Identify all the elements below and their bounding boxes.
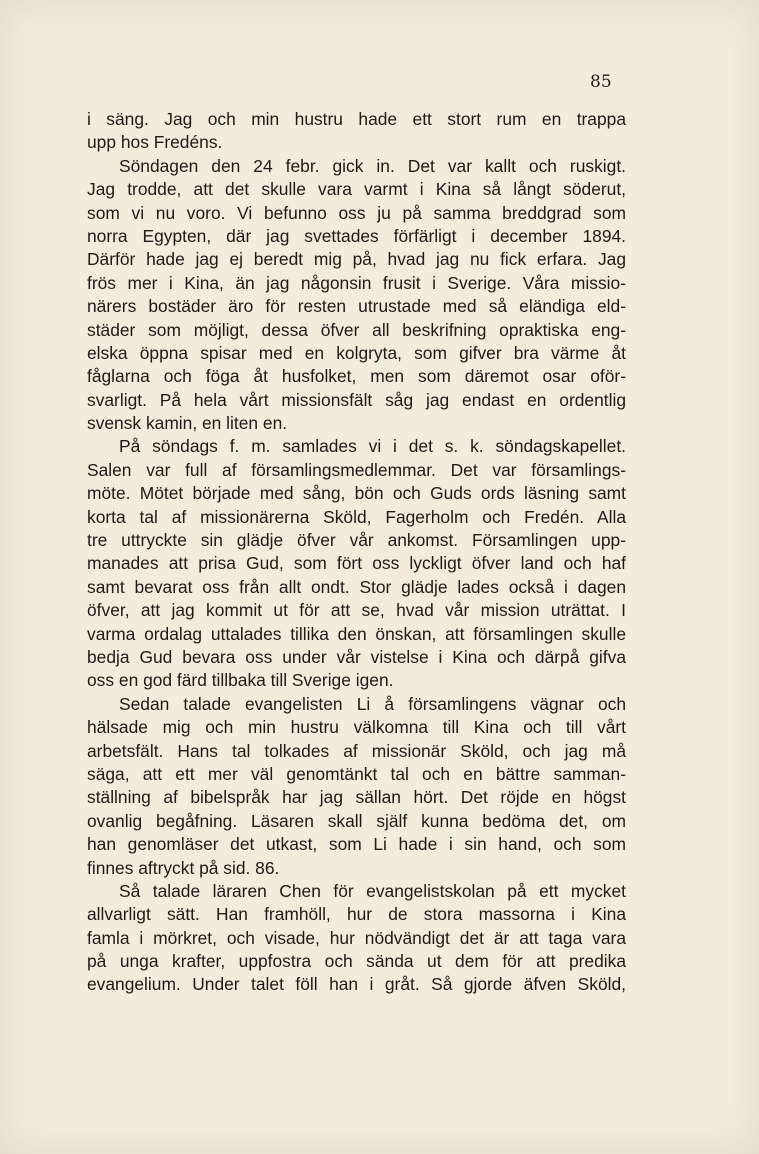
text-line: oss en god färd tillbaka till Sverige igen. — [87, 670, 394, 691]
text-line: korta tal af missionärerna Sköld, Fagerholm och Fredén. Alla — [87, 506, 626, 527]
text-line: Så talade läraren Chen för evangelistskolan på ett mycket — [119, 880, 626, 901]
text-line: På söndags f. m. samlades vi i det s. k. söndagskapellet. — [119, 436, 626, 457]
body-text — [87, 108, 626, 997]
text-line: möte. Mötet började med sång, bön och Guds ords läsning samt — [87, 483, 626, 504]
text-line: Sedan talade evangelisten Li å församlingens vägnar och — [119, 693, 626, 714]
text-line: arbetsfält. Hans tal tolkades af missionär Sköld, och jag må — [87, 740, 626, 761]
text-line: säga, att ett mer väl genomtänkt tal och en bättre samman- — [87, 763, 626, 784]
text-line: på unga krafter, uppfostra och sända ut dem för att predika — [87, 951, 626, 972]
text-line: hälsade mig och min hustru välkomna till Kina och till vårt — [87, 717, 626, 738]
text-line: norra Egypten, där jag svettades förfärligt i december 1894. — [87, 225, 626, 246]
text-line: städer som möjligt, dessa öfver all beskrifning opraktiska eng- — [87, 319, 626, 340]
text-line: Jag trodde, att det skulle vara varmt i Kina så långt söderut, — [87, 179, 626, 200]
text-line: öfver, att jag kommit ut för att se, hvad vår mission uträttat. I — [87, 600, 626, 621]
text-line: svensk kamin, en liten en. — [87, 413, 288, 434]
text-line: samt bevarat oss från allt ondt. Stor glädje lades också i dagen — [87, 576, 626, 597]
text-line: frös mer i Kina, än jag någonsin frusit i Sverige. Våra missio- — [87, 272, 626, 293]
text-line: varma ordalag uttalades tillika den önskan, att församlingen skulle — [87, 623, 626, 644]
text-line: finnes aftryckt på sid. 86. — [87, 857, 280, 878]
text-line: allvarligt sätt. Han framhöll, hur de stora massorna i Kina — [87, 904, 626, 925]
text-line: ovanlig begåfning. Läsaren skall själf kunna bedöma det, om — [87, 810, 626, 831]
text-line: famla i mörkret, och visade, hur nödvändigt det är att taga vara — [87, 927, 626, 948]
text-line: ställning af bibelspråk har jag sällan hört. Det röjde en högst — [87, 787, 626, 808]
text-line: upp hos Fredéns. — [87, 132, 223, 153]
text-line: Salen var full af församlingsmedlemmar. Det var församlings- — [87, 459, 626, 480]
text-line: Därför hade jag ej beredt mig på, hvad jag nu fick erfara. Jag — [87, 249, 626, 270]
text-line: svarligt. På hela vårt missionsfält såg jag endast en ordentlig — [87, 389, 626, 410]
text-line: elska öppna spisar med en kolgryta, som gifver bra värme åt — [87, 342, 626, 363]
page-number: 85 — [590, 72, 612, 92]
text-line: tre uttryckte sin glädje öfver vår ankomst. Församlingen upp- — [87, 530, 626, 551]
text-line: manades att prisa Gud, som fört oss lyckligt öfver land och haf — [87, 553, 626, 574]
text-line: bedja Gud bevara oss under vår vistelse i Kina och därpå gifva — [87, 646, 626, 667]
text-line: närers bostäder äro för resten utrustade med så eländiga eld- — [87, 296, 626, 317]
text-line: Söndagen den 24 febr. gick in. Det var kallt och ruskigt. — [119, 155, 626, 176]
text-line: fåglarna och föga åt husfolket, men som däremot osar oför- — [87, 366, 626, 387]
text-line: som vi nu voro. Vi befunno oss ju på samma breddgrad som — [87, 202, 626, 223]
text-line: han genomläser det utkast, som Li hade i sin hand, och som — [87, 834, 626, 855]
text-line: evangelium. Under talet föll han i gråt. Så gjorde äfven Sköld, — [87, 974, 626, 995]
text-line: i säng. Jag och min hustru hade ett stort rum en trappa — [87, 109, 626, 129]
